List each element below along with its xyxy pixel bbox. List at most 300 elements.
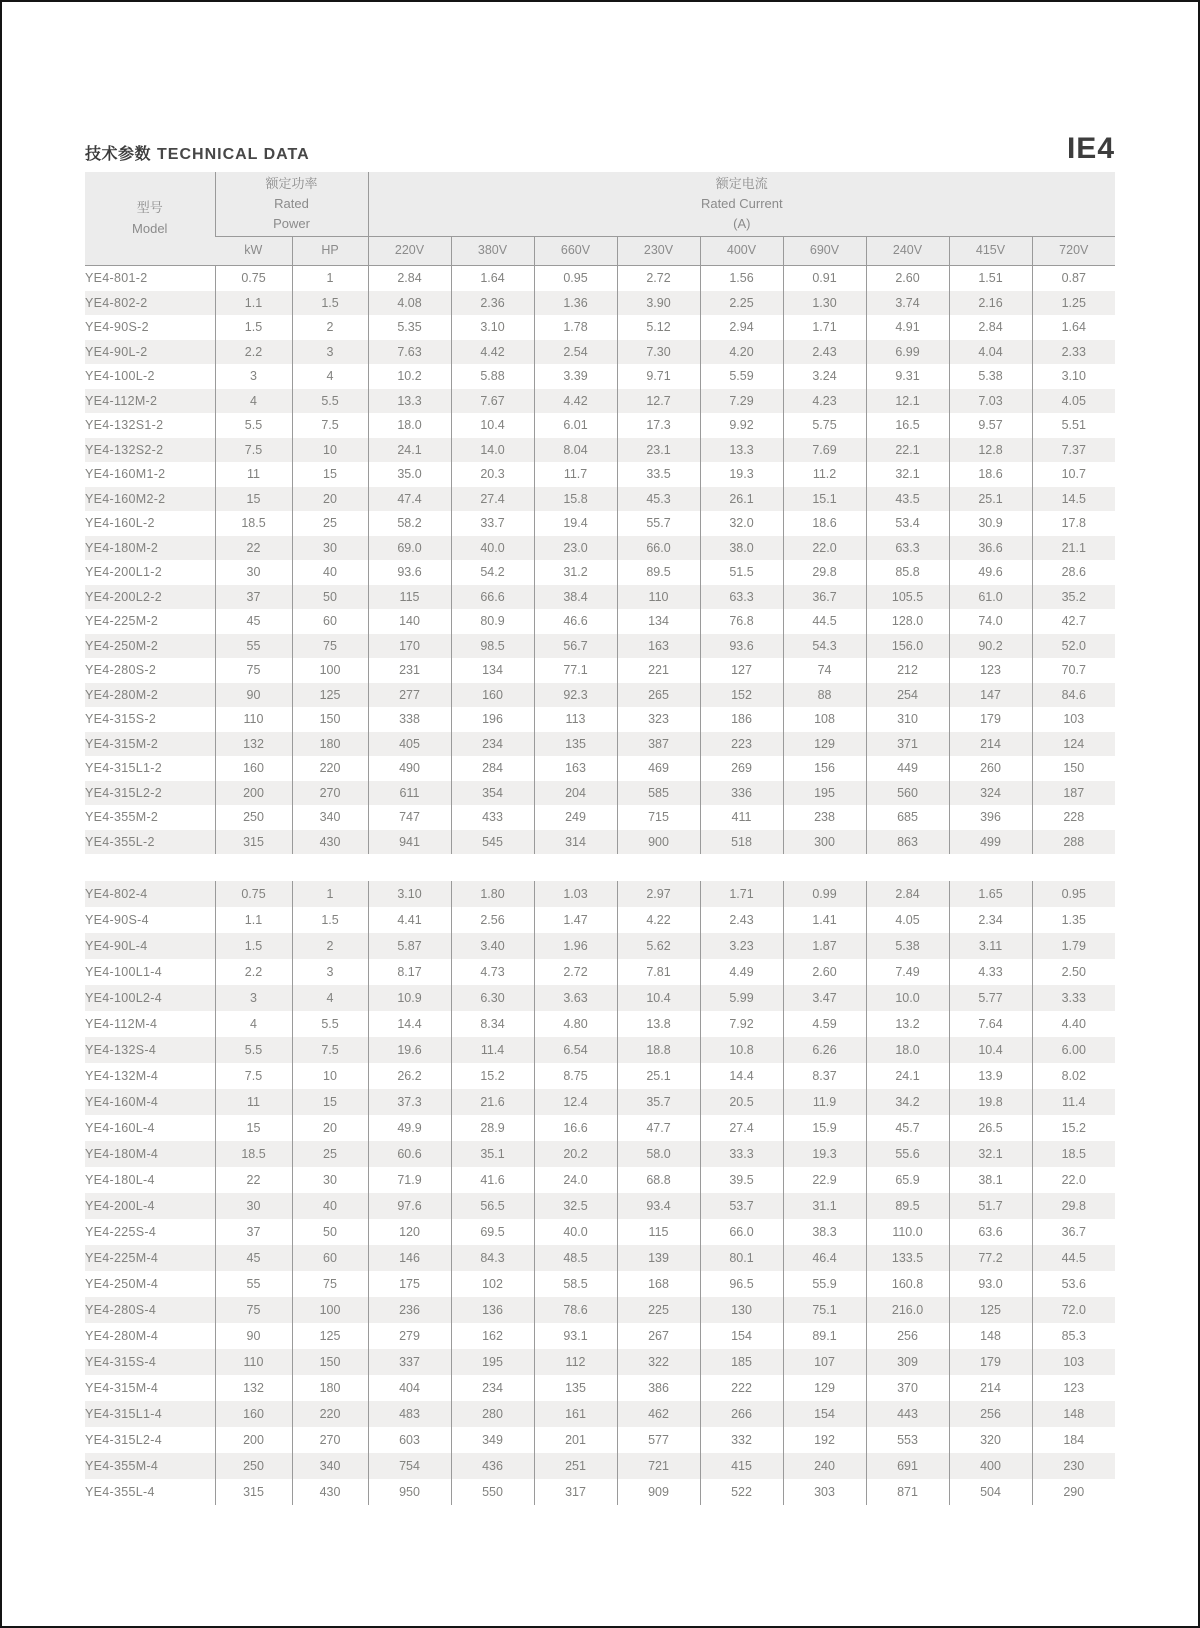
section-gap: [85, 854, 1115, 881]
value-cell: 462: [617, 1401, 700, 1427]
value-cell: 340: [292, 1453, 368, 1479]
value-cell: 436: [451, 1453, 534, 1479]
power-header-en1: Rated: [274, 195, 309, 211]
value-cell: 754: [368, 1453, 451, 1479]
value-cell: 214: [949, 732, 1032, 757]
value-cell: 1.71: [700, 881, 783, 907]
page-title-zh: 技术参数: [85, 146, 152, 163]
value-cell: 320: [949, 1427, 1032, 1453]
model-cell: YE4-160L-4: [85, 1121, 155, 1135]
value-cell: 75: [215, 1297, 292, 1323]
model-cell: YE4-280M-2: [85, 687, 159, 702]
value-cell: 103: [1032, 1349, 1115, 1375]
value-cell: 200: [215, 781, 292, 806]
value-cell: 63.3: [700, 585, 783, 610]
value-cell: 2.56: [451, 907, 534, 933]
value-cell: 39.5: [700, 1167, 783, 1193]
value-cell: 123: [1032, 1375, 1115, 1401]
value-cell: 249: [534, 805, 617, 830]
value-cell: 13.3: [700, 438, 783, 463]
value-cell: 97.6: [368, 1193, 451, 1219]
value-cell: 10.0: [866, 985, 949, 1011]
value-cell: 49.9: [368, 1115, 451, 1141]
value-cell: 22.1: [866, 438, 949, 463]
value-cell: 10: [292, 438, 368, 463]
value-cell: 49.6: [949, 560, 1032, 585]
value-cell: 50: [292, 1219, 368, 1245]
column-header-720v: 720V: [1032, 237, 1115, 266]
value-cell: 411: [700, 805, 783, 830]
model-cell: YE4-90S-4: [85, 913, 149, 927]
value-cell: 2.84: [949, 315, 1032, 340]
value-cell: 4.49: [700, 959, 783, 985]
value-cell: 30: [215, 560, 292, 585]
page-title-en: TECHNICAL DATA: [157, 146, 310, 163]
value-cell: 110: [617, 585, 700, 610]
table-row: [85, 1089, 1115, 1115]
table-row: [85, 1271, 1115, 1297]
value-cell: 31.1: [783, 1193, 866, 1219]
value-cell: 2.84: [368, 266, 451, 291]
value-cell: 18.0: [866, 1037, 949, 1063]
value-cell: 22.0: [1032, 1167, 1115, 1193]
value-cell: 340: [292, 805, 368, 830]
value-cell: 76.8: [700, 609, 783, 634]
value-cell: 4.23: [783, 389, 866, 414]
value-cell: 125: [292, 1323, 368, 1349]
value-cell: 545: [451, 830, 534, 855]
model-cell: YE4-315S-2: [85, 712, 157, 727]
value-cell: 469: [617, 756, 700, 781]
value-cell: 3.23: [700, 933, 783, 959]
model-cell: YE4-160M2-2: [85, 491, 166, 506]
value-cell: 2.60: [783, 959, 866, 985]
column-header-415v: 415V: [949, 237, 1032, 266]
value-cell: 40: [292, 1193, 368, 1219]
value-cell: 1.71: [783, 315, 866, 340]
value-cell: 900: [617, 830, 700, 855]
table-row: [85, 536, 1115, 561]
value-cell: 499: [949, 830, 1032, 855]
value-cell: 14.4: [368, 1011, 451, 1037]
model-header-zh: 型号: [136, 200, 163, 216]
table-row: [85, 1375, 1115, 1401]
value-cell: 265: [617, 683, 700, 708]
value-cell: 68.8: [617, 1167, 700, 1193]
value-cell: 50: [292, 585, 368, 610]
table-row: [85, 1427, 1115, 1453]
value-cell: 55: [215, 634, 292, 659]
value-cell: 2.54: [534, 340, 617, 365]
value-cell: 77.2: [949, 1245, 1032, 1271]
value-cell: 3.33: [1032, 985, 1115, 1011]
value-cell: 1.03: [534, 881, 617, 907]
value-cell: 871: [866, 1479, 949, 1505]
value-cell: 5.5: [292, 1011, 368, 1037]
value-cell: 747: [368, 805, 451, 830]
column-header-220v: 220V: [368, 237, 451, 266]
value-cell: 430: [292, 830, 368, 855]
value-cell: 0.95: [1032, 881, 1115, 907]
value-cell: 27.4: [700, 1115, 783, 1141]
value-cell: 85.8: [866, 560, 949, 585]
value-cell: 5.51: [1032, 413, 1115, 438]
value-cell: 55.9: [783, 1271, 866, 1297]
value-cell: 38.3: [783, 1219, 866, 1245]
value-cell: 27.4: [451, 487, 534, 512]
table-row: [85, 1245, 1115, 1271]
value-cell: 337: [368, 1349, 451, 1375]
value-cell: 136: [451, 1297, 534, 1323]
value-cell: 20.2: [534, 1141, 617, 1167]
value-cell: 35.7: [617, 1089, 700, 1115]
model-cell: YE4-200L-4: [85, 1199, 155, 1213]
value-cell: 17.8: [1032, 511, 1115, 536]
value-cell: 43.5: [866, 487, 949, 512]
value-cell: 4.41: [368, 907, 451, 933]
table-row: [85, 315, 1115, 340]
value-cell: 10.9: [368, 985, 451, 1011]
value-cell: 404: [368, 1375, 451, 1401]
table-row: [85, 560, 1115, 585]
model-cell: YE4-355M-4: [85, 1459, 159, 1473]
value-cell: 32.5: [534, 1193, 617, 1219]
value-cell: 1.5: [215, 933, 292, 959]
value-cell: 4: [215, 1011, 292, 1037]
value-cell: 266: [700, 1401, 783, 1427]
value-cell: 96.5: [700, 1271, 783, 1297]
value-cell: 4.33: [949, 959, 1032, 985]
value-cell: 1.64: [1032, 315, 1115, 340]
model-cell: YE4-180M-4: [85, 1147, 159, 1161]
value-cell: 8.75: [534, 1063, 617, 1089]
value-cell: 216.0: [866, 1297, 949, 1323]
value-cell: 8.02: [1032, 1063, 1115, 1089]
value-cell: 550: [451, 1479, 534, 1505]
value-cell: 332: [700, 1427, 783, 1453]
value-cell: 19.6: [368, 1037, 451, 1063]
value-cell: 33.3: [700, 1141, 783, 1167]
table-row: [85, 1141, 1115, 1167]
value-cell: 251: [534, 1453, 617, 1479]
value-cell: 1.51: [949, 266, 1032, 291]
value-cell: 223: [700, 732, 783, 757]
efficiency-class-badge: IE4: [1066, 132, 1115, 165]
value-cell: 102: [451, 1271, 534, 1297]
model-cell: YE4-355L-2: [85, 834, 155, 849]
value-cell: 37.3: [368, 1089, 451, 1115]
value-cell: 88: [783, 683, 866, 708]
value-cell: 65.9: [866, 1167, 949, 1193]
value-cell: 130: [700, 1297, 783, 1323]
column-header-400v: 400V: [700, 237, 783, 266]
value-cell: 7.30: [617, 340, 700, 365]
table-row: [85, 462, 1115, 487]
value-cell: 288: [1032, 830, 1115, 855]
value-cell: 284: [451, 756, 534, 781]
value-cell: 90: [215, 683, 292, 708]
value-cell: 163: [534, 756, 617, 781]
value-cell: 38.0: [700, 536, 783, 561]
value-cell: 3.47: [783, 985, 866, 1011]
value-cell: 4.20: [700, 340, 783, 365]
table-row: [85, 1349, 1115, 1375]
value-cell: 123: [949, 658, 1032, 683]
model-cell: YE4-315L1-2: [85, 761, 162, 776]
value-cell: 0.95: [534, 266, 617, 291]
value-cell: 231: [368, 658, 451, 683]
value-cell: 7.49: [866, 959, 949, 985]
value-cell: 44.5: [1032, 1245, 1115, 1271]
table-row: [85, 364, 1115, 389]
value-cell: 2.72: [617, 266, 700, 291]
value-cell: 55.7: [617, 511, 700, 536]
table-section-2pole: [85, 266, 1115, 855]
value-cell: 603: [368, 1427, 451, 1453]
value-cell: 715: [617, 805, 700, 830]
value-cell: 26.5: [949, 1115, 1032, 1141]
value-cell: 490: [368, 756, 451, 781]
value-cell: 30: [292, 536, 368, 561]
value-cell: 0.99: [783, 881, 866, 907]
value-cell: 10.8: [700, 1037, 783, 1063]
value-cell: 3: [292, 959, 368, 985]
value-cell: 150: [292, 707, 368, 732]
value-cell: 18.0: [368, 413, 451, 438]
value-cell: 89.1: [783, 1323, 866, 1349]
value-cell: 234: [451, 1375, 534, 1401]
value-cell: 387: [617, 732, 700, 757]
value-cell: 110: [215, 707, 292, 732]
value-cell: 162: [451, 1323, 534, 1349]
value-cell: 15.2: [451, 1063, 534, 1089]
model-cell: YE4-280S-4: [85, 1303, 157, 1317]
value-cell: 2.34: [949, 907, 1032, 933]
value-cell: 58.2: [368, 511, 451, 536]
value-cell: 7.29: [700, 389, 783, 414]
technical-data-table: [85, 172, 1115, 1505]
value-cell: 89.5: [617, 560, 700, 585]
value-cell: 7.03: [949, 389, 1032, 414]
value-cell: 19.3: [700, 462, 783, 487]
value-cell: 84.3: [451, 1245, 534, 1271]
value-cell: 1.79: [1032, 933, 1115, 959]
page-header: [85, 2, 1115, 164]
value-cell: 19.4: [534, 511, 617, 536]
value-cell: 74.0: [949, 609, 1032, 634]
value-cell: 212: [866, 658, 949, 683]
value-cell: 112: [534, 1349, 617, 1375]
value-cell: 4: [292, 985, 368, 1011]
value-cell: 11: [215, 1089, 292, 1115]
value-cell: 140: [368, 609, 451, 634]
value-cell: 179: [949, 707, 1032, 732]
model-cell: YE4-160M-4: [85, 1095, 159, 1109]
value-cell: 77.1: [534, 658, 617, 683]
value-cell: 192: [783, 1427, 866, 1453]
value-cell: 51.5: [700, 560, 783, 585]
value-cell: 415: [700, 1453, 783, 1479]
value-cell: 29.8: [1032, 1193, 1115, 1219]
model-cell: YE4-200L1-2: [85, 565, 162, 580]
value-cell: 322: [617, 1349, 700, 1375]
value-cell: 53.6: [1032, 1271, 1115, 1297]
value-cell: 10.7: [1032, 462, 1115, 487]
value-cell: 8.04: [534, 438, 617, 463]
table-row: [85, 683, 1115, 708]
value-cell: 4.73: [451, 959, 534, 985]
value-cell: 3: [215, 985, 292, 1011]
value-cell: 18.5: [215, 1141, 292, 1167]
value-cell: 5.59: [700, 364, 783, 389]
value-cell: 3: [215, 364, 292, 389]
value-cell: 18.6: [783, 511, 866, 536]
table-row: [85, 585, 1115, 610]
value-cell: 3.40: [451, 933, 534, 959]
value-cell: 5.38: [866, 933, 949, 959]
value-cell: 14.4: [700, 1063, 783, 1089]
value-cell: 4.42: [451, 340, 534, 365]
value-cell: 32.1: [866, 462, 949, 487]
model-cell: YE4-225M-2: [85, 614, 159, 629]
value-cell: 40.0: [451, 536, 534, 561]
value-cell: 2.33: [1032, 340, 1115, 365]
value-cell: 168: [617, 1271, 700, 1297]
value-cell: 46.6: [534, 609, 617, 634]
value-cell: 309: [866, 1349, 949, 1375]
value-cell: 92.3: [534, 683, 617, 708]
column-header-660v: 660V: [534, 237, 617, 266]
table-row: [85, 658, 1115, 683]
value-cell: 110.0: [866, 1219, 949, 1245]
value-cell: 950: [368, 1479, 451, 1505]
value-cell: 1: [292, 881, 368, 907]
value-cell: 110: [215, 1349, 292, 1375]
value-cell: 129: [783, 732, 866, 757]
value-cell: 4.40: [1032, 1011, 1115, 1037]
value-cell: 47.7: [617, 1115, 700, 1141]
table-row: [85, 756, 1115, 781]
value-cell: 15.8: [534, 487, 617, 512]
value-cell: 35.2: [1032, 585, 1115, 610]
value-cell: 129: [783, 1375, 866, 1401]
value-cell: 48.5: [534, 1245, 617, 1271]
value-cell: 7.81: [617, 959, 700, 985]
value-cell: 721: [617, 1453, 700, 1479]
power-header-en2: Power: [273, 216, 310, 232]
value-cell: 1.1: [215, 907, 292, 933]
value-cell: 3.11: [949, 933, 1032, 959]
value-cell: 4.22: [617, 907, 700, 933]
table-row: [85, 1401, 1115, 1427]
value-cell: 6.26: [783, 1037, 866, 1063]
model-cell: YE4-315L1-4: [85, 1407, 162, 1421]
value-cell: 16.6: [534, 1115, 617, 1141]
value-cell: 184: [1032, 1427, 1115, 1453]
table-row: [85, 1167, 1115, 1193]
value-cell: 127: [700, 658, 783, 683]
value-cell: 323: [617, 707, 700, 732]
table-row: [85, 805, 1115, 830]
value-cell: 84.6: [1032, 683, 1115, 708]
value-cell: 69.5: [451, 1219, 534, 1245]
value-cell: 28.6: [1032, 560, 1115, 585]
value-cell: 60: [292, 1245, 368, 1271]
value-cell: 6.99: [866, 340, 949, 365]
value-cell: 1.64: [451, 266, 534, 291]
column-header-380v: 380V: [451, 237, 534, 266]
value-cell: 5.12: [617, 315, 700, 340]
value-cell: 270: [292, 781, 368, 806]
value-cell: 483: [368, 1401, 451, 1427]
value-cell: 26.1: [700, 487, 783, 512]
value-cell: 22: [215, 536, 292, 561]
value-cell: 5.62: [617, 933, 700, 959]
value-cell: 1: [292, 266, 368, 291]
value-cell: 66.0: [700, 1219, 783, 1245]
table-row: [85, 830, 1115, 855]
current-header-zh: 额定电流: [715, 175, 768, 191]
value-cell: 6.54: [534, 1037, 617, 1063]
model-cell: YE4-315M-4: [85, 1381, 159, 1395]
value-cell: 75.1: [783, 1297, 866, 1323]
value-cell: 51.7: [949, 1193, 1032, 1219]
value-cell: 7.92: [700, 1011, 783, 1037]
value-cell: 3.10: [451, 315, 534, 340]
value-cell: 26.2: [368, 1063, 451, 1089]
value-cell: 2: [292, 933, 368, 959]
value-cell: 41.6: [451, 1167, 534, 1193]
table-row: [85, 933, 1115, 959]
value-cell: 34.2: [866, 1089, 949, 1115]
value-cell: 260: [949, 756, 1032, 781]
model-cell: YE4-280M-4: [85, 1329, 159, 1343]
value-cell: 103: [1032, 707, 1115, 732]
value-cell: 133.5: [866, 1245, 949, 1271]
column-header-kw: kW: [215, 237, 292, 266]
table-row: [85, 1011, 1115, 1037]
value-cell: 2: [292, 315, 368, 340]
value-cell: 54.2: [451, 560, 534, 585]
value-cell: 105.5: [866, 585, 949, 610]
current-header-en: Rated Current: [700, 195, 783, 211]
value-cell: 195: [783, 781, 866, 806]
value-cell: 22: [215, 1167, 292, 1193]
value-cell: 4.08: [368, 291, 451, 316]
value-cell: 160: [215, 1401, 292, 1427]
value-cell: 338: [368, 707, 451, 732]
value-cell: 175: [368, 1271, 451, 1297]
value-cell: 2.97: [617, 881, 700, 907]
value-cell: 277: [368, 683, 451, 708]
value-cell: 12.7: [617, 389, 700, 414]
value-cell: 31.2: [534, 560, 617, 585]
value-cell: 7.64: [949, 1011, 1032, 1037]
model-cell: YE4-315S-4: [85, 1355, 157, 1369]
value-cell: 90: [215, 1323, 292, 1349]
table-row: [85, 389, 1115, 414]
value-cell: 504: [949, 1479, 1032, 1505]
value-cell: 4.59: [783, 1011, 866, 1037]
value-cell: 37: [215, 585, 292, 610]
value-cell: 1.35: [1032, 907, 1115, 933]
value-cell: 180: [292, 1375, 368, 1401]
model-cell: YE4-132S-4: [85, 1043, 157, 1057]
value-cell: 20: [292, 1115, 368, 1141]
value-cell: 147: [949, 683, 1032, 708]
value-cell: 10.2: [368, 364, 451, 389]
value-cell: 66.6: [451, 585, 534, 610]
